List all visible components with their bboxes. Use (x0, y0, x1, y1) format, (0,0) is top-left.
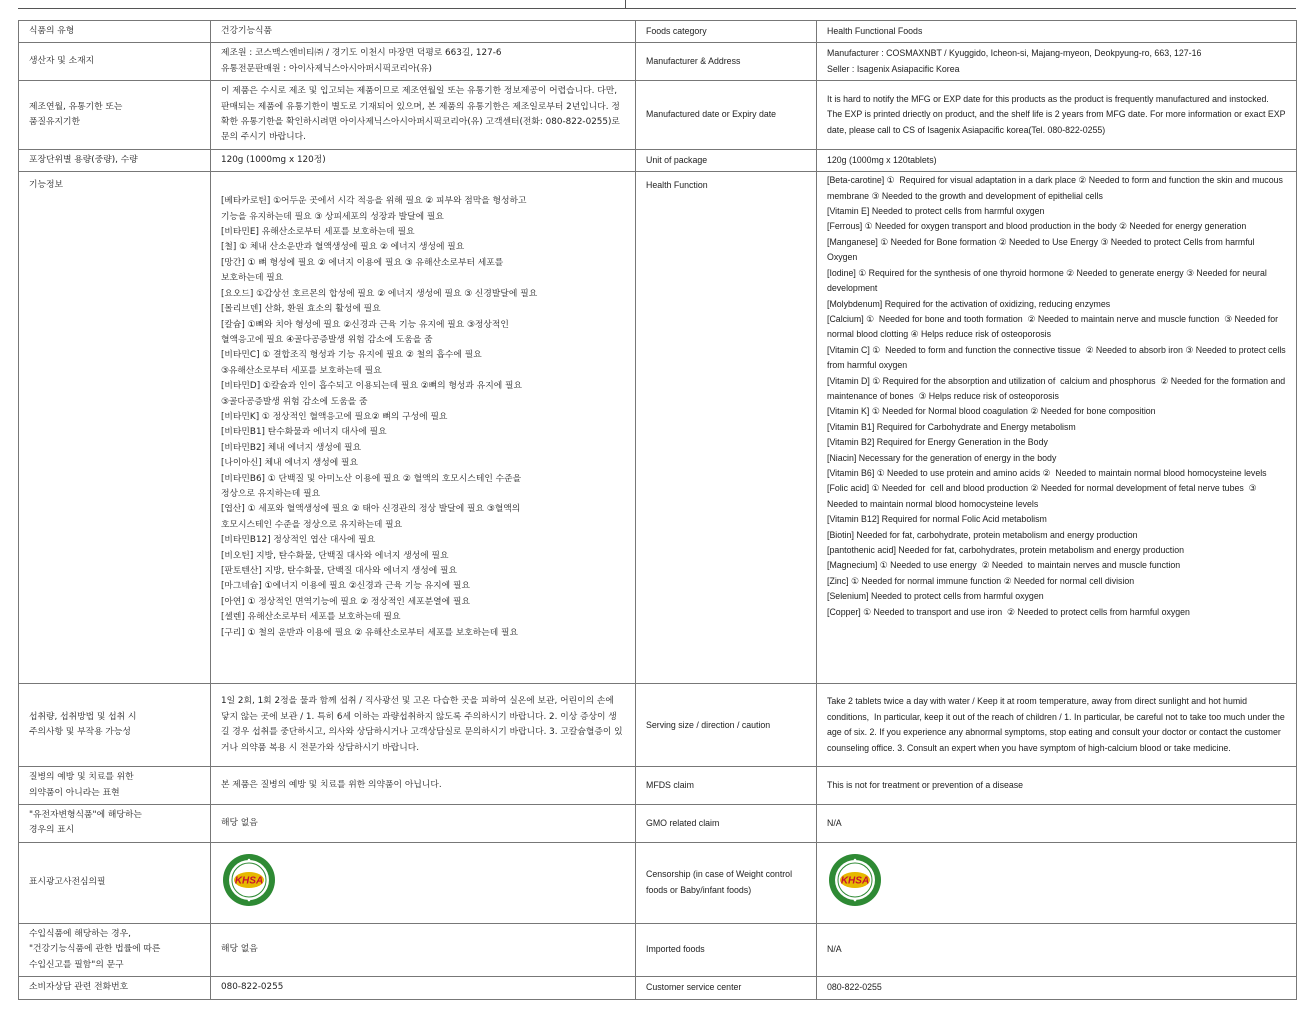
label-ko-text: 식품의 유형 (29, 26, 75, 36)
svg-text:KHSA: KHSA (840, 875, 870, 887)
health-function-line-en: [Manganese] ① Needed for Bone formation ② Needed to Use Energy ③ Needed to protect Cells from harmful Oxygen (827, 236, 1258, 263)
health-function-line-ko: [베타카로틴] ①어두운 곳에서 시각 적응을 위해 필요 ② 피부와 점막을 형성하고 (221, 196, 527, 207)
health-function-line-ko: [판토텐산] 지방, 탄수화물, 단백질 대사와 에너지 생성에 필요 (221, 566, 457, 576)
khsa-seal-icon (827, 852, 883, 908)
health-function-line-ko: [철] ① 체내 산소운반과 혈액생성에 필요 ② 에너지 생성에 필요 (221, 242, 465, 253)
label-en (636, 684, 817, 767)
health-function-line-ko: [몰리브덴] 산화, 환원 효소의 활성에 필요 (221, 304, 381, 315)
value-ko-text: 120g (1000mg x 120정) (221, 154, 326, 165)
label-ko-text: 질병의 예방 및 치료를 위한 의약품이 아니라는 표현 (29, 772, 134, 798)
health-function-line-en: [Biotin] Needed for fat, carbohydrate, protein metabolism and energy production (827, 529, 1138, 540)
value-en-text: Take 2 tablets twice a day with water / Keep it at room temperature, away from direct sunlight and hot humid conditions, In particular, keep it out of the reach of children / 1. In particular, be careful not to take too much under the age of six. 2. If you experience any abnormal symptoms, stop eating and consult your doctor or contact the customer counseling office. 3. Consult an expert when you have symptom of high-calcium blood or take medicine. (827, 696, 1288, 753)
health-function-line-en: [Vitamin B1] Required for Carbohydrate and Energy metabolism (827, 421, 1076, 432)
value-en (817, 149, 1297, 171)
value-en (817, 767, 1297, 805)
health-function-line-ko: [마그네슘] ①에너지 이용에 필요 ②신경과 근육 기능 유지에 필요 (221, 581, 470, 592)
health-function-line-en: [Vitamin K] ① Needed for Normal blood coagulation ② Needed for bone composition (827, 406, 1156, 417)
health-function-line-ko: 호모시스테인 수준을 정상으로 유지하는데 필요 (221, 519, 403, 530)
label-en-text: Foods category (646, 26, 707, 36)
health-function-line-en: [Molybdenum] Required for the activation of oxidizing, reducing enzymes (827, 298, 1111, 309)
label-en-text: Imported foods (646, 944, 705, 955)
health-function-line-en: [Zinc] ① Needed for normal immune function ② Needed for normal cell division (827, 575, 1135, 586)
label-en (636, 923, 817, 976)
label-ko (19, 172, 211, 684)
table-row (19, 684, 1297, 767)
health-function-line-en: [Selenium] Needed to protect cells from harmful oxygen (827, 591, 1044, 602)
health-function-line-ko: [요오드] ①갑상선 호르몬의 합성에 필요 ② 에너지 생성에 필요 ③ 신경발달에 필요 (221, 288, 538, 299)
health-function-line-en: [Beta-carotine] ① Required for visual adaptation in a dark place ② Needed to form and function the skin and mucous membrane ③ Needed to the growth and development of epithelial cells (827, 175, 1286, 201)
table-row (19, 767, 1297, 805)
health-function-line-ko: [망간] ① 뼈 형성에 필요 ② 에너지 이용에 필요 ③ 유해산소로부터 세포를 (221, 257, 504, 268)
health-function-line-en: [Iodine] ① Required for the synthesis of one thyroid hormone ② Needed to generate energy ③ Needed for neural development (827, 267, 1270, 294)
value-en (817, 81, 1297, 150)
value-ko (211, 149, 636, 171)
table-row (19, 81, 1297, 150)
health-function-line-ko: [비타민B12] 정상적인 엽산 대사에 필요 (221, 535, 376, 546)
value-ko-text: 본 제품은 질병의 예방 및 치료를 위한 의약품이 아닙니다. (221, 779, 442, 790)
value-ko-text: 080-822-0255 (221, 982, 284, 993)
value-ko-text: 1일 2회, 1회 2정을 물과 함께 섭취 / 직사광선 및 고온 다습한 곳을 피하여 실온에 보관, 어린이의 손에 닿지 않는 곳에 보관 / 1. 특히 6세 이하는 과량섭취하지 않도록 주의하시기 바랍니다. 2. 이상 증상이 생길 경우 섭취를 중단하시고, 의사와 상담하시거나 고객상담실로 문의하시기 바랍니다. 3. 고칼슘혈증이 있거나 의약품 복용 시 전문가와 상담하시기 바랍니다. (221, 696, 623, 753)
label-en (636, 21, 817, 43)
health-function-line-ko: [셀렌] 유해산소로부터 세포를 보호하는데 필요 (221, 612, 401, 623)
label-en-text: Unit of package (646, 154, 708, 165)
health-function-line-ko: [비타민B1] 탄수화물과 에너지 대사에 필요 (221, 427, 387, 438)
value-en-text: 120g (1000mg x 120tablets) (827, 154, 937, 165)
health-function-line-en: [Vitamin D] ① Required for the absorption and utilization of calcium and phosphorus ② Needed for the formation and maintenance of bones ③ Helps reduce risk of osteoporosis (827, 375, 1288, 401)
label-en-text: GMO related claim (646, 817, 720, 828)
svg-text:KHSA: KHSA (234, 875, 264, 887)
health-function-line-ko: [구리] ① 철의 운반과 이용에 필요 ② 유해산소로부터 세포를 보호하는데 필요 (221, 627, 519, 638)
label-ko (19, 149, 211, 171)
value-ko (211, 767, 636, 805)
label-en-text: MFDS claim (646, 779, 694, 790)
health-function-line-ko: ③골다공증발생 위험 감소에 도움을 줌 (221, 396, 368, 407)
value-en-text: N/A (827, 944, 842, 955)
label-en-text: Health Function (646, 180, 708, 191)
table-row (19, 172, 1297, 684)
label-ko (19, 923, 211, 976)
value-ko (211, 172, 636, 684)
value-ko (211, 977, 636, 999)
table-row (19, 21, 1297, 43)
health-function-line-ko: [아연] ① 정상적인 면역기능에 필요 ② 정상적인 세포분열에 필요 (221, 596, 470, 607)
label-ko-text: "유전자변형식품"에 해당하는 경우의 표시 (29, 810, 142, 836)
health-function-line-en: [Copper] ① Needed to transport and use iron ② Needed to protect cells from harmful oxygen (827, 606, 1190, 617)
health-function-line-en: [Niacin] Necessary for the generation of energy in the body (827, 452, 1057, 463)
table-row (19, 805, 1297, 843)
health-function-line-en: [Vitamin C] ① Needed to form and function the connective tissue ② Needed to absorb iron ③ Needed to protect cells from harmful oxygen (827, 344, 1289, 371)
label-en-text: Manufactured date or Expiry date (646, 109, 777, 120)
label-ko (19, 977, 211, 999)
label-ko-text: 포장단위별 용량(중량), 수량 (29, 154, 138, 165)
health-function-line-ko: [비타민E] 유해산소로부터 세포를 보호하는데 필요 (221, 227, 415, 238)
value-ko-text: 이 제품은 수시로 제조 및 입고되는 제품이므로 제조연월일 또는 유통기한 정보제공이 어렵습니다. 다만, 판매되는 제품에 유통기한이 별도로 기재되어 있으며, 본 제품의 유통기한은 제조일로부터 2년입니다. 정확한 유통기한을 확인하시려면 아이사제닉스아시아퍼시픽코리아(유) 고객센터(전화: 080-822-0255)로 문의 주시기 바랍니다. (221, 86, 623, 143)
label-ko-text: 제조연월, 유통기한 또는 품질유지기한 (29, 101, 123, 128)
label-en (636, 172, 817, 684)
table-row (19, 149, 1297, 171)
label-en (636, 805, 817, 843)
value-en (817, 43, 1297, 81)
value-ko (211, 43, 636, 81)
value-en-text: Health Functional Foods (827, 26, 923, 36)
health-function-line-en: [Calcium] ① Needed for bone and tooth formation ② Needed to maintain nerve and muscle function ③ Needed for normal blood clotting ④ Helps reduce risk of osteoporosis (827, 313, 1281, 340)
label-ko (19, 805, 211, 843)
label-ko (19, 43, 211, 81)
health-function-line-ko: 정상으로 유지하는데 필요 (221, 488, 321, 499)
health-function-line-ko: ③유해산소로부터 세포를 보호하는데 필요 (221, 365, 382, 376)
label-ko (19, 842, 211, 923)
label-ko (19, 767, 211, 805)
value-ko-text: 해당 없음 (221, 817, 258, 828)
label-en-text: Censorship (in case of Weight control foods or Baby/infant foods) (646, 869, 795, 895)
label-ko (19, 81, 211, 150)
health-function-line-ko: [비타민K] ① 정상적인 혈액응고에 필요② 뼈의 구성에 필요 (221, 411, 448, 422)
value-en (817, 923, 1297, 976)
table-row (19, 43, 1297, 81)
value-en (817, 172, 1297, 684)
value-ko (211, 805, 636, 843)
seal-graphic (221, 852, 277, 908)
label-en-text: Customer service center (646, 982, 742, 993)
health-function-line-ko: [나이아신] 체내 에너지 생성에 필요 (221, 458, 359, 469)
label-ko (19, 21, 211, 43)
label-en (636, 149, 817, 171)
value-ko (211, 21, 636, 43)
label-en (636, 977, 817, 999)
value-en (817, 805, 1297, 843)
label-en (636, 842, 817, 923)
health-function-line-ko: [비타민B6] ① 단백질 및 아미노산 이용에 필요 ② 혈액의 호모시스테인 수준을 (221, 473, 522, 484)
value-en (817, 684, 1297, 767)
value-en (817, 842, 1297, 923)
health-function-line-ko: [비타민B2] 체내 에너지 생성에 필요 (221, 442, 362, 453)
health-function-line-ko: [비오틴] 지방, 탄수화물, 단백질 대사와 에너지 생성에 필요 (221, 550, 449, 561)
health-function-line-en: [pantothenic acid] Needed for fat, carbohydrates, protein metabolism and energy production (827, 545, 1184, 555)
value-en-text: It is hard to notify the MFG or EXP date for this products as the product is frequently manufactured and instocked. The EXP is printed driectly on product, and the shelf life is 2 years from MFG date. For more information or exact EXP date, please call to CS of Isagenix Asiapacific korea(Tel. 080-822-0255) (827, 93, 1288, 135)
label-ko-text: 수입식품에 해당하는 경우, "건강기능식품에 관한 법률에 따른 수입신고를 필함"의 문구 (29, 928, 161, 970)
top-border-strip (18, 0, 1296, 9)
health-function-line-en: [Folic acid] ① Needed for cell and blood production ② Needed for normal development of fetal nerve tubes ③ Needed to maintain normal blood homocysteine levels (827, 483, 1259, 509)
health-function-line-en: [Ferrous] ① Needed for oxygen transport and blood production in the body ② Needed for energy generation (827, 221, 1247, 232)
health-function-line-ko: [칼슘] ①뼈와 치아 형성에 필요 ②신경과 근육 기능 유지에 필요 ③정상적인 (221, 319, 509, 330)
label-en (636, 43, 817, 81)
label-ko-text: 표시광고사전심의필 (29, 877, 106, 888)
table-row (19, 923, 1297, 976)
label-en (636, 81, 817, 150)
health-function-line-ko: 혈액응고에 필요 ④골다공증발생 위험 감소에 도움을 줌 (221, 334, 433, 345)
product-info-table (18, 20, 1297, 1000)
health-function-line-en: [Vitamin E] Needed to protect cells from harmful oxygen (827, 206, 1045, 217)
label-en-text: Manufacturer & Address (646, 56, 741, 67)
health-function-line-en: [Vitamin B6] ① Needed to use protein and amino acids ② Needed to maintain normal blood homocysteine levels (827, 467, 1267, 478)
value-ko (211, 842, 636, 923)
value-en-text: 080-822-0255 (827, 982, 882, 993)
value-ko (211, 923, 636, 976)
label-ko-text: 소비자상담 관련 전화번호 (29, 982, 129, 993)
seal-graphic (827, 852, 883, 908)
health-function-line-en: [Vitamin B2] Required for Energy Generation in the Body (827, 437, 1048, 448)
value-en-text: Manufacturer : COSMAXNBT / Kyuggido, Icheon-si, Majang-myeon, Deokpyung-ro, 663, 127-16 Seller : Isagenix Asiapacific Korea (827, 48, 1202, 74)
health-function-line-ko: 보호하는데 필요 (221, 273, 284, 284)
health-function-line-en: [Vitamin B12] Required for normal Folic Acid metabolism (827, 514, 1047, 525)
value-ko (211, 684, 636, 767)
label-ko-text: 기능정보 (29, 180, 63, 191)
label-en-text: Serving size / direction / caution (646, 719, 771, 730)
value-ko-text: 해당 없음 (221, 944, 258, 955)
health-function-line-ko: [비타민D] ①칼슘과 인이 흡수되고 이용되는데 필요 ②뼈의 형성과 유지에 필요 (221, 381, 523, 392)
value-en-text: This is not for treatment or prevention of a disease (827, 779, 1024, 790)
value-en-text: N/A (827, 817, 842, 828)
value-ko-text: 제조원 : 코스맥스엔비티㈜ / 경기도 이천시 마장면 덕평로 663길, 127-6 유통전문판매원 : 아이사제닉스아시아퍼시픽코리아(유) (221, 48, 502, 74)
label-ko-text: 섭취량, 섭취방법 및 섭취 시 주의사항 및 부작용 가능성 (29, 711, 137, 738)
label-en (636, 767, 817, 805)
table-row (19, 842, 1297, 923)
khsa-seal-icon (221, 852, 277, 908)
value-ko-text: 건강기능식품 (221, 26, 272, 36)
value-en (817, 21, 1297, 43)
health-function-line-en: [Magnecium] ① Needed to use energy ② Needed to maintain nerves and muscle function (827, 560, 1181, 571)
health-function-line-ko: [엽산] ① 세포와 혈액생성에 필요 ② 태아 신경관의 정상 발달에 필요 ③혈액의 (221, 504, 521, 515)
value-ko (211, 81, 636, 150)
health-function-line-ko: [비타민C] ① 결합조직 형성과 기능 유지에 필요 ② 철의 흡수에 필요 (221, 350, 482, 361)
table-row (19, 977, 1297, 999)
label-ko (19, 684, 211, 767)
health-function-line-ko: 기능을 유지하는데 필요 ③ 상피세포의 성장과 발달에 필요 (221, 211, 444, 222)
label-ko-text: 생산자 및 소재지 (29, 56, 95, 67)
value-en (817, 977, 1297, 999)
